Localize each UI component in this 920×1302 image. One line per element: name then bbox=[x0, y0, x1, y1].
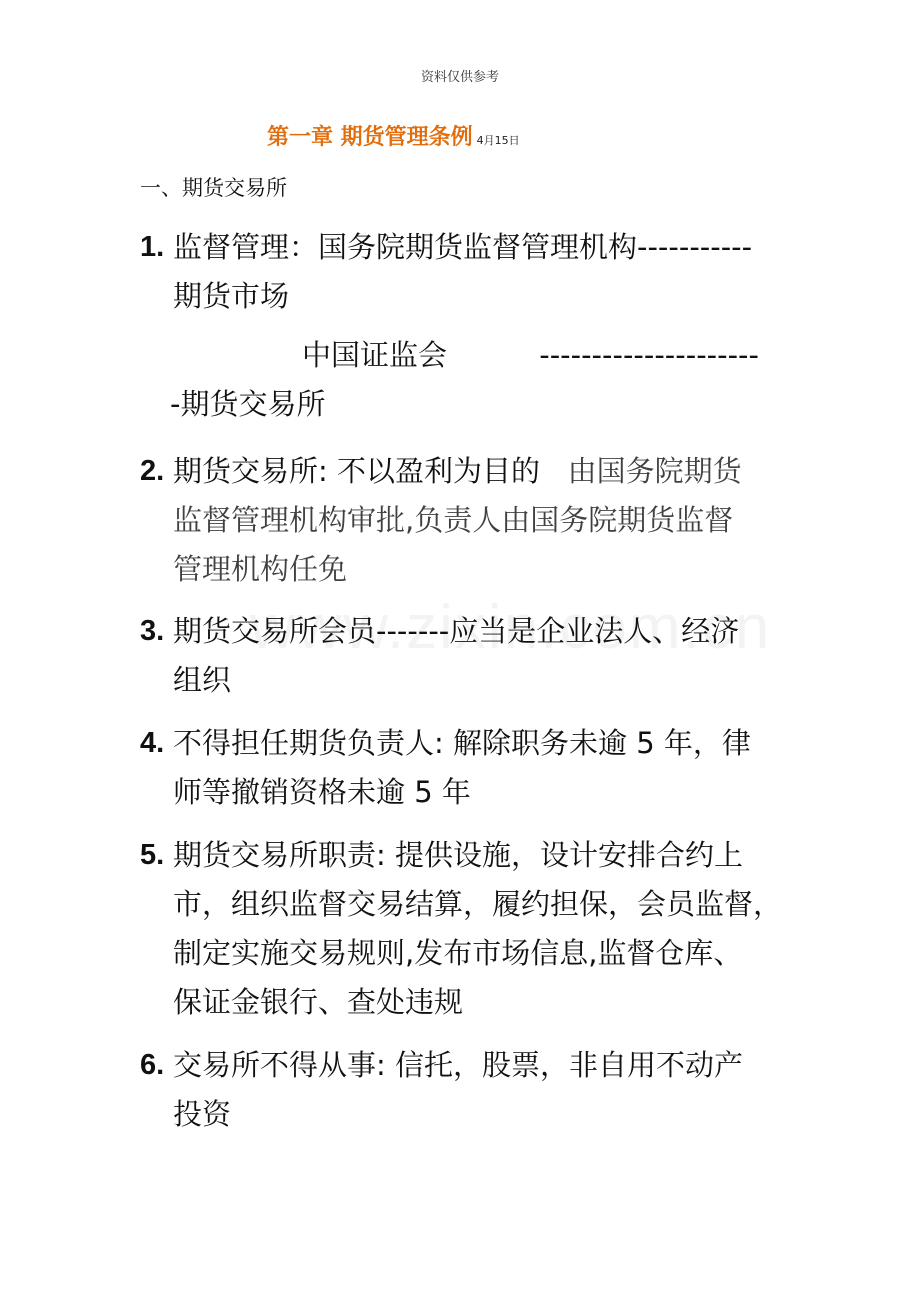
chapter-date: 4月15日 bbox=[476, 134, 520, 147]
item-line: 组织 bbox=[173, 663, 232, 697]
item-line: 保证金银行、查处违规 bbox=[173, 985, 464, 1019]
item-text bbox=[173, 607, 787, 705]
chapter-heading bbox=[267, 120, 520, 151]
item-line bbox=[173, 447, 787, 496]
item-number: 6. bbox=[140, 1049, 165, 1081]
item-line: 市，组织监督交易结算，履约担保，会员监督， bbox=[173, 887, 783, 921]
item-number: 3. bbox=[140, 615, 165, 647]
item-line: 投资 bbox=[173, 1097, 232, 1131]
item-line: 制定实施交易规则,发布市场信息,监督仓库、 bbox=[173, 936, 743, 970]
section-heading: 一、期货交易所 bbox=[140, 176, 287, 200]
item-line: -期货交易所 bbox=[170, 387, 326, 421]
item-line: 期货交易所会员-------应当是企业法人、经济 bbox=[173, 614, 740, 648]
item-number: 2. bbox=[140, 455, 165, 487]
item-number: 1. bbox=[140, 231, 165, 263]
item-number: 5. bbox=[140, 839, 165, 871]
chapter-title: 第一章 期货管理条例 bbox=[267, 125, 473, 150]
item-line-part: 由国务院期货 bbox=[567, 454, 742, 488]
page-header-note: 资料仅供参考 bbox=[420, 70, 499, 85]
item-text bbox=[173, 447, 787, 594]
item-line: 期货交易所职责: 提供设施，设计安排合约上 bbox=[173, 838, 743, 872]
item-line: 中国证监会 --------------------- bbox=[173, 338, 759, 372]
item-text bbox=[173, 1041, 787, 1139]
item-line: 监督管理：国务院期货监督管理机构----------- bbox=[173, 230, 753, 264]
item-line: 交易所不得从事: 信托，股票，非自用不动产 bbox=[173, 1048, 743, 1082]
item-line: 不得担任期货负责人: 解除职务未逾 5 年，律 bbox=[173, 726, 751, 760]
item-line: 师等撤销资格未逾 5 年 bbox=[173, 775, 471, 809]
item-line-part: 期货交易所: 不以盈利为目的 bbox=[173, 454, 568, 488]
item-line: 管理机构任免 bbox=[173, 552, 348, 586]
item-line: 期货市场 bbox=[173, 279, 290, 313]
item-text bbox=[173, 719, 787, 817]
item-line: 监督管理机构审批,负责人由国务院期货监督 bbox=[173, 503, 734, 537]
item-text bbox=[173, 831, 787, 1027]
item-number: 4. bbox=[140, 727, 165, 759]
item-text bbox=[170, 223, 787, 429]
